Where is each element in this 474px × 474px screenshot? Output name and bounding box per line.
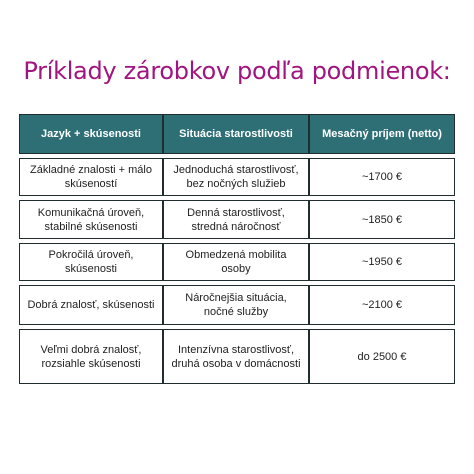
table-row [19, 158, 455, 196]
cell-language-experience: Pokročilá úroveň, skúsenosti [19, 243, 163, 281]
cell-monthly-income: ~2100 € [309, 285, 455, 325]
table-row [19, 243, 455, 281]
header-monthly-income: Mesačný príjem (netto) [309, 114, 455, 154]
cell-care-situation: Jednoduchá starostlivosť, bez nočných služieb [163, 158, 309, 196]
cell-monthly-income: ~1850 € [309, 200, 455, 239]
cell-language-experience: Základné znalosti + málo skúseností [19, 158, 163, 196]
cell-monthly-income: ~1700 € [309, 158, 455, 196]
page-title: Príklady zárobkov podľa podmienok: [23, 57, 451, 85]
cell-care-situation: Obmedzená mobilita osoby [163, 243, 309, 281]
header-language-experience: Jazyk + skúsenosti [19, 114, 163, 154]
cell-care-situation: Denná starostlivosť, stredná náročnosť [163, 200, 309, 239]
cell-language-experience: Komunikačná úroveň, stabilné skúsenosti [19, 200, 163, 239]
earnings-table-container [19, 114, 455, 384]
earnings-table [19, 114, 455, 384]
cell-monthly-income: ~1950 € [309, 243, 455, 281]
cell-care-situation: Intenzívna starostlivosť, druhá osoba v domácnosti [163, 329, 309, 384]
cell-language-experience: Dobrá znalosť, skúsenosti [19, 285, 163, 325]
table-row [19, 200, 455, 239]
cell-care-situation: Náročnejšia situácia, nočné služby [163, 285, 309, 325]
table-header-row [19, 114, 455, 154]
table-row [19, 285, 455, 325]
cell-monthly-income: do 2500 € [309, 329, 455, 384]
cell-language-experience: Veľmi dobrá znalosť, rozsiahle skúsenosti [19, 329, 163, 384]
header-care-situation: Situácia starostlivosti [163, 114, 309, 154]
table-row [19, 329, 455, 384]
